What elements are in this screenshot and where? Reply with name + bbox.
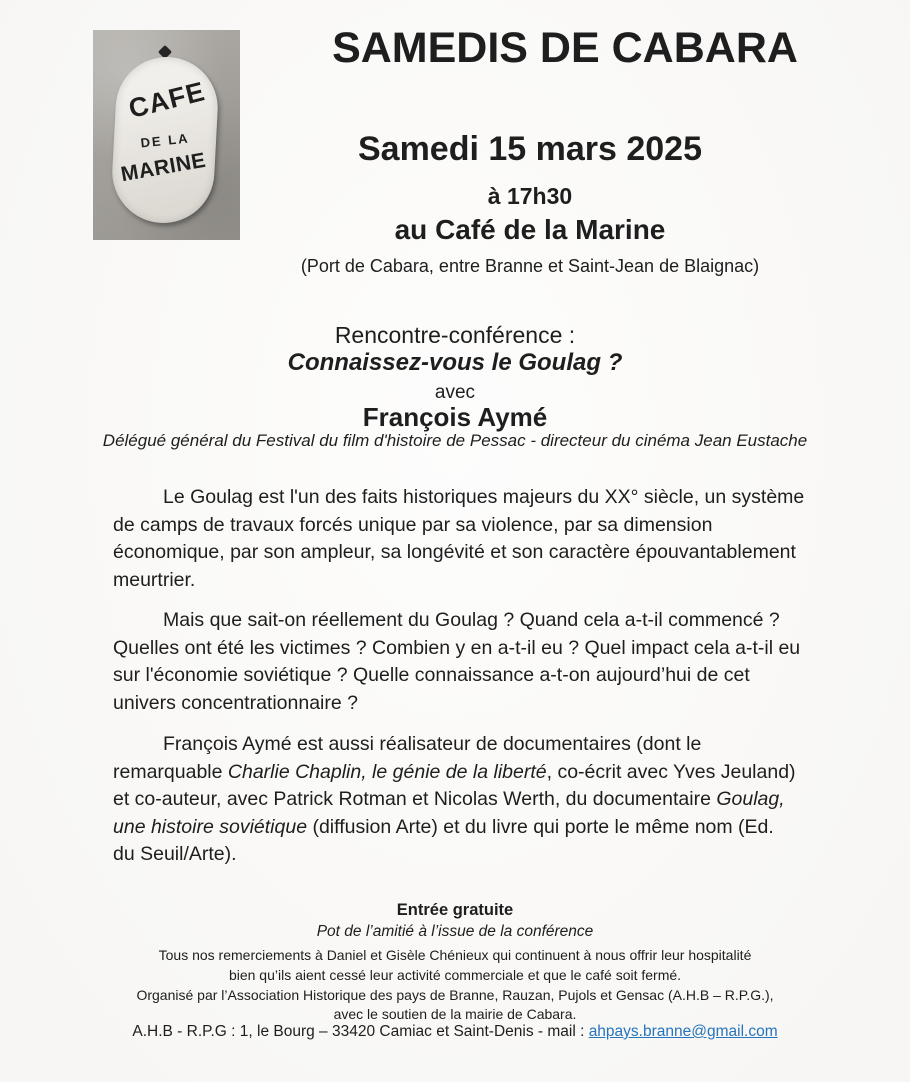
free-entry-label: Entrée gratuite bbox=[396, 901, 514, 919]
organizer-line-2: avec le soutien de la mairie de Cabara. bbox=[333, 1006, 577, 1022]
paragraph-speaker-bio bbox=[113, 731, 833, 869]
text-line: Le Goulag est l'un des faits historiques majeurs du XX° siècle, un système bbox=[163, 486, 805, 508]
with-label: avec bbox=[434, 382, 476, 403]
contact-address: A.H.B - R.P.G : 1, le Bourg – 33420 Camiac et Saint-Denis - mail : bbox=[132, 1023, 589, 1040]
book-title: Charlie Chaplin, le génie de la liberté bbox=[227, 760, 547, 783]
text-line: Mais que sait-on réellement du Goulag ? Quand cela a-t-il commencé ? bbox=[163, 609, 780, 631]
email-link[interactable]: ahpays.branne@gmail.com bbox=[588, 1023, 778, 1040]
speaker-name: François Aymé bbox=[362, 402, 548, 432]
thanks-line-1: Tous nos remerciements à Daniel et Gisèle Chénieux qui continuent à nous offrir leur hospitalité bbox=[158, 947, 752, 963]
sign-text-cafe: CAFE bbox=[125, 76, 209, 124]
thanks-line-2: bien qu’ils aient cessé leur activité commerciale et que le café soit fermé. bbox=[228, 967, 682, 983]
page-title: SAMEDIS DE CABARA bbox=[332, 24, 798, 72]
text-line: de camps de travaux forcés unique par sa violence, par sa dimension bbox=[113, 513, 713, 536]
paragraph-goulag-intro bbox=[113, 484, 833, 594]
text-line: du Seuil/Arte). bbox=[113, 843, 237, 865]
text-line: univers concentrationnaire ? bbox=[113, 691, 358, 714]
event-date: Samedi 15 mars 2025 bbox=[357, 130, 703, 168]
cafe-sign-photo bbox=[93, 30, 240, 240]
text-line: François Aymé est aussi réalisateur de documentaires (dont le bbox=[163, 733, 702, 755]
paragraph-questions bbox=[113, 607, 833, 717]
cafe-sign bbox=[110, 54, 221, 225]
speaker-title: Délégué général du Festival du film d'histoire de Pessac - directeur du cinéma Jean Eustache bbox=[102, 431, 808, 450]
text-line: Quelles ont été les victimes ? Combien y en a-t-il eu ? Quel impact cela a-t-il eu bbox=[113, 636, 801, 659]
text-line: une histoire soviétique (diffusion Arte) et du livre qui porte le même nom (Ed. bbox=[113, 815, 774, 838]
contact-line bbox=[85, 1023, 825, 1041]
book-title: une histoire soviétique bbox=[113, 815, 308, 838]
text-line: et co-auteur, avec Patrick Rotman et Nicolas Werth, du documentaire Goulag, bbox=[113, 788, 785, 810]
conference-title: Connaissez-vous le Goulag ? bbox=[287, 349, 623, 376]
conference-type-label: Rencontre-conférence : bbox=[334, 322, 576, 348]
text-line: économique, par son ampleur, sa longévité et son caractère épouvantablement bbox=[113, 541, 796, 563]
venue-location: (Port de Cabara, entre Branne et Saint-Jean de Blaignac) bbox=[300, 256, 760, 276]
event-time: à 17h30 bbox=[487, 183, 573, 209]
reception-note: Pot de l’amitié à l’issue de la conférence bbox=[316, 923, 594, 940]
book-title: Goulag, bbox=[716, 788, 785, 810]
venue-name: au Café de la Marine bbox=[394, 214, 666, 245]
text-line: remarquable Charlie Chaplin, le génie de la liberté, co-écrit avec Yves Jeuland) bbox=[113, 760, 796, 783]
sign-text-marine: MARINE bbox=[119, 148, 208, 187]
text-line: sur l'économie soviétique ? Quelle connaissance a-t-on aujourd’hui de cet bbox=[113, 664, 750, 686]
organizer-line-1: Organisé par l’Association Historique des pays de Branne, Rauzan, Pujols et Gensac (A.H.B – R.P.G.), bbox=[136, 987, 774, 1003]
text-line: meurtrier. bbox=[113, 568, 196, 591]
sign-text-de-la: DE LA bbox=[139, 130, 191, 151]
